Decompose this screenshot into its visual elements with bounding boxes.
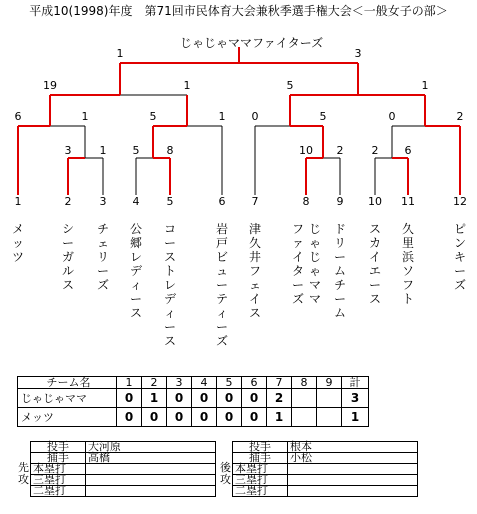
team-name: じゃじゃママ: [308, 222, 321, 306]
team-name: 公郷レディース: [129, 222, 142, 320]
scoreboard-row: [18, 389, 369, 408]
catcher-name: 高橋: [86, 453, 216, 464]
scoreboard-header: [18, 377, 369, 389]
score-qf2-right: 1: [218, 110, 226, 123]
score-sf2-left: 5: [286, 79, 294, 92]
team-number: 6: [218, 195, 226, 208]
hr-value: [86, 464, 216, 475]
catcher-name: 小松: [288, 453, 418, 464]
row-inning: 0: [242, 408, 267, 427]
team-number: 8: [302, 195, 310, 208]
row-inning: 1: [142, 389, 167, 408]
team-name: コーストレディース: [163, 222, 176, 348]
team-number: 1: [14, 195, 22, 208]
header-inning: 8: [292, 377, 317, 389]
team-number: 4: [132, 195, 140, 208]
header-total: 計: [342, 377, 369, 389]
first-lineup-table: [30, 441, 216, 497]
header-inning: 1: [117, 377, 142, 389]
score-sf1-left: 19: [43, 79, 57, 92]
second-side-label: 後攻: [220, 461, 231, 486]
team-name: メッツ: [11, 222, 24, 264]
row-inning: 0: [217, 389, 242, 408]
team-number: 7: [251, 195, 259, 208]
score-qf3-right: 5: [319, 110, 327, 123]
score-qf4-right: 2: [456, 110, 464, 123]
score-qf1-left: 6: [14, 110, 22, 123]
row-inning: 0: [117, 408, 142, 427]
score-qf2-left: 5: [149, 110, 157, 123]
first-side-label: 先攻: [18, 461, 29, 486]
pitcher-label: 投手: [233, 442, 288, 453]
team-number: 2: [64, 195, 72, 208]
score-r1c-right: 2: [336, 144, 344, 157]
header-inning: 3: [167, 377, 192, 389]
double-value: [86, 486, 216, 497]
team-number: 9: [336, 195, 344, 208]
score-sf1-right: 1: [183, 79, 191, 92]
team-name: ピンキーズ: [453, 222, 466, 292]
header-inning: 4: [192, 377, 217, 389]
double-label: 二塁打: [31, 486, 86, 497]
team-name: シーガルス: [61, 222, 74, 292]
scoreboard-table: [17, 376, 369, 427]
row-inning: [317, 389, 342, 408]
row-inning: 0: [192, 389, 217, 408]
team-number: 10: [368, 195, 382, 208]
row-inning: 0: [217, 408, 242, 427]
hr-label: 本塁打: [31, 464, 86, 475]
score-sf2-right: 1: [421, 79, 429, 92]
triple-value: [288, 475, 418, 486]
row-inning: [292, 389, 317, 408]
row-inning: 0: [117, 389, 142, 408]
team-number: 5: [166, 195, 174, 208]
score-r1d-left: 2: [371, 144, 379, 157]
row-inning: 1: [267, 408, 292, 427]
team-number: 12: [453, 195, 467, 208]
page-title: 平成10(1998)年度 第71回市民体育大会兼秋季選手権大会＜一般女子の部＞: [29, 4, 448, 18]
catcher-label: 捕手: [31, 453, 86, 464]
team-name: スカイエース: [368, 222, 381, 306]
pitcher-name: 根本: [288, 442, 418, 453]
row-total: 3: [342, 389, 369, 408]
header-inning: 5: [217, 377, 242, 389]
score-final-right: 3: [354, 47, 362, 60]
row-inning: 0: [242, 389, 267, 408]
row-inning: 0: [192, 408, 217, 427]
hr-label: 本塁打: [233, 464, 288, 475]
row-inning: 2: [267, 389, 292, 408]
team-name-part1: ファイターズ: [291, 222, 304, 306]
score-r1a-right: 1: [99, 144, 107, 157]
score-r1b-right: 8: [166, 144, 174, 157]
score-qf4-left: 0: [388, 110, 396, 123]
score-r1b-left: 5: [132, 144, 140, 157]
catcher-label: 捕手: [233, 453, 288, 464]
scoreboard-row: [18, 408, 369, 427]
champion-label: じゃじゃママファイターズ: [180, 36, 324, 50]
team-name: 津久井フェイス: [248, 222, 261, 320]
row-inning: 0: [167, 389, 192, 408]
score-r1d-right: 6: [404, 144, 412, 157]
team-name: ドリームチーム: [333, 222, 346, 320]
row-total: 1: [342, 408, 369, 427]
pitcher-name: 大河原: [86, 442, 216, 453]
header-inning: 2: [142, 377, 167, 389]
score-r1a-left: 3: [64, 144, 72, 157]
team-number: 11: [401, 195, 415, 208]
double-label: 二塁打: [233, 486, 288, 497]
triple-label: 三塁打: [233, 475, 288, 486]
triple-value: [86, 475, 216, 486]
header-inning: 7: [267, 377, 292, 389]
score-qf1-right: 1: [81, 110, 89, 123]
score-r1c-left: 10: [299, 144, 313, 157]
header-team: チーム名: [18, 377, 117, 389]
team-name: チェリーズ: [96, 222, 109, 292]
row-inning: 0: [167, 408, 192, 427]
team-name: 岩戸ビューティーズ: [215, 222, 228, 348]
header-inning: 6: [242, 377, 267, 389]
team-name: 久里浜ソフト: [401, 222, 414, 306]
hr-value: [288, 464, 418, 475]
row-inning: [317, 408, 342, 427]
row-inning: [292, 408, 317, 427]
header-inning: 9: [317, 377, 342, 389]
row-team: メッツ: [18, 408, 117, 427]
score-qf3-left: 0: [251, 110, 259, 123]
double-value: [288, 486, 418, 497]
score-final-left: 1: [116, 47, 124, 60]
second-lineup-table: [232, 441, 418, 497]
row-team: じゃじゃママ: [18, 389, 117, 408]
triple-label: 三塁打: [31, 475, 86, 486]
pitcher-label: 投手: [31, 442, 86, 453]
team-number: 3: [99, 195, 107, 208]
row-inning: 0: [142, 408, 167, 427]
